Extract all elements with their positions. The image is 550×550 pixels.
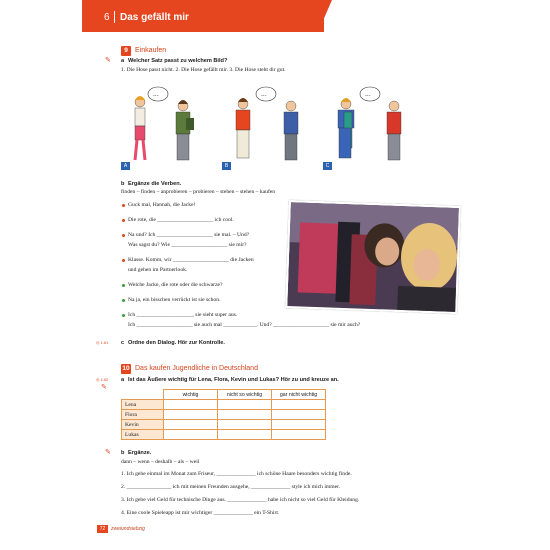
answer-cell[interactable] [164,420,218,430]
row-name: Lena [122,400,164,410]
answer-cell[interactable] [272,430,326,440]
answer-cell[interactable] [164,410,218,420]
exercise-9-number: 9 [121,46,131,56]
figure-b-illustration [221,82,313,170]
exercise-9-title: Einkaufen [135,47,167,54]
table-header-row [122,390,326,400]
shopping-photo-image [287,202,461,314]
dialog-line-1: Guck mal, Hannah, die Jacke! [128,202,196,208]
row-name: Flora [122,410,164,420]
dialog-line-8: Na ja, ein bisschen verrückt ist sie schon. [128,297,221,303]
chapter-title: Das gefällt mir [120,12,189,23]
chapter-number: 6 [104,12,110,23]
header-corner [318,0,332,32]
col-gar-nicht-wichtig: gar nicht wichtig [272,390,326,400]
ex9-a-options: 1. Die Hose passt nicht. 2. Die Hose gefällt mir. 3. Die Hose steht dir gut. [121,67,286,73]
speaker-bullet-red [122,219,125,222]
sentence-3: 3. Ich gebe viel Geld für technische Dinge aus. ______________ habe ich nicht so viel Geld für Kleidung. [121,497,360,503]
ex10-a-track: 1.62 [100,377,109,382]
answer-cell[interactable] [218,430,272,440]
answer-cell[interactable] [272,400,326,410]
ex9-b-label: b [121,181,125,187]
ex9-c-label: c [121,340,125,346]
figure-a-speech: ... [153,91,159,98]
speaker-bullet-red [122,234,125,237]
ex10-b-label: b [121,450,125,456]
exercise-10-number: 10 [122,365,130,372]
table-row [122,420,326,430]
dialog-line-3: Na und? Ich ____________________ sie mal. – Und? [128,232,250,238]
speaker-bullet-green [122,284,125,287]
answer-cell[interactable] [272,410,326,420]
ex10-b-instruction: Ergänze. [128,450,152,456]
col-wichtig: wichtig [164,390,218,400]
ex9-b-instruction: Ergänze die Verben. [128,181,182,187]
table-corner [122,390,164,400]
importance-table [121,389,326,440]
pencil-icon: ✎ [105,448,111,456]
audio-track-icon: ◎ 1.62 [96,377,109,382]
figure-a-illustration [120,82,212,170]
ex9-a-instruction: Welcher Satz passt zu welchem Bild? [128,58,228,64]
shopping-photo [285,200,461,314]
ex10-a-instruction: Ist das Äußere wichtig für Lena, Flora, Kevin und Lukas? Hör zu und kreuze an. [128,377,339,383]
ex9-c-track: 1.61 [100,340,109,345]
answer-cell[interactable] [164,430,218,440]
figure-c-illustration [322,82,414,170]
answer-cell[interactable] [218,410,272,420]
figure-a-label: A [121,162,130,170]
dialog-line-5: Klasse. Komm, wir ____________________ die Jacken [128,257,254,263]
pencil-icon: ✎ [101,383,107,391]
answer-cell[interactable] [164,400,218,410]
figure-c-speech: ... [365,91,371,98]
chapter-header-bar [82,0,324,32]
table-row [122,430,326,440]
dialog-line-7: Welche Jacke, die rote oder die schwarze? [128,282,223,288]
chapter-separator [114,11,115,23]
figure-c-label: C [323,162,332,170]
ex10-b-wordbank: dann – wenn – deshalb – als – weil [121,459,200,465]
speaker-bullet-green [122,299,125,302]
row-name: Lukas [122,430,164,440]
table-row [122,400,326,410]
figure-b-label: B [222,162,231,170]
dialog-line-10: Ich ____________________ sie auch mal ____________. Und? ____________________ sie mir auch? [128,322,361,328]
dialog-line-4: Was sagst du? Wie ____________________ sie mir? [128,242,247,248]
page-number: 72 [97,525,108,533]
dialog-line-9: Ich ____________________, sie sieht super aus. [128,312,238,318]
audio-track-icon: ◎ 1.61 [96,340,109,345]
ex9-c-instruction: Ordne den Dialog. Hör zur Kontrolle. [128,340,225,346]
figure-b-speech: ... [261,91,267,98]
speaker-bullet-red [122,259,125,262]
sentence-2: 2. ________________ ich mit meinen Freunden ausgehe, ______________ style ich mich immer. [121,484,341,490]
sentence-4: 4. Eine coole Spieleapp ist mir wichtiger ______________ ein T-Shirt. [121,510,280,516]
dialog-line-6: und gehen im Partnerlook. [128,267,188,273]
answer-cell[interactable] [218,420,272,430]
speaker-bullet-red [122,204,125,207]
col-nicht-so-wichtig: nicht so wichtig [218,390,272,400]
pencil-icon: ✎ [105,56,111,64]
ex10-a-label: a [121,377,125,383]
answer-cell[interactable] [218,400,272,410]
page-number-word: zweiundsiebzig [111,526,145,532]
dialog-line-2: Die rote, die ____________________ ich cool. [128,217,234,223]
speaker-bullet-green [122,314,125,317]
exercise-10-title: Das kaufen Jugendliche in Deutschland [135,365,258,372]
answer-cell[interactable] [272,420,326,430]
row-name: Kevin [122,420,164,430]
table-row [122,410,326,420]
ex9-a-label: a [121,58,125,64]
ex9-b-wordbank: finden – finden – anprobieren – probieren – stehen – stehen – kaufen [121,189,276,195]
sentence-1: 1. Ich gehe einmal im Monat zum Friseur, ______________ ich schöne Haare besonders wichtig finde. [121,471,352,477]
